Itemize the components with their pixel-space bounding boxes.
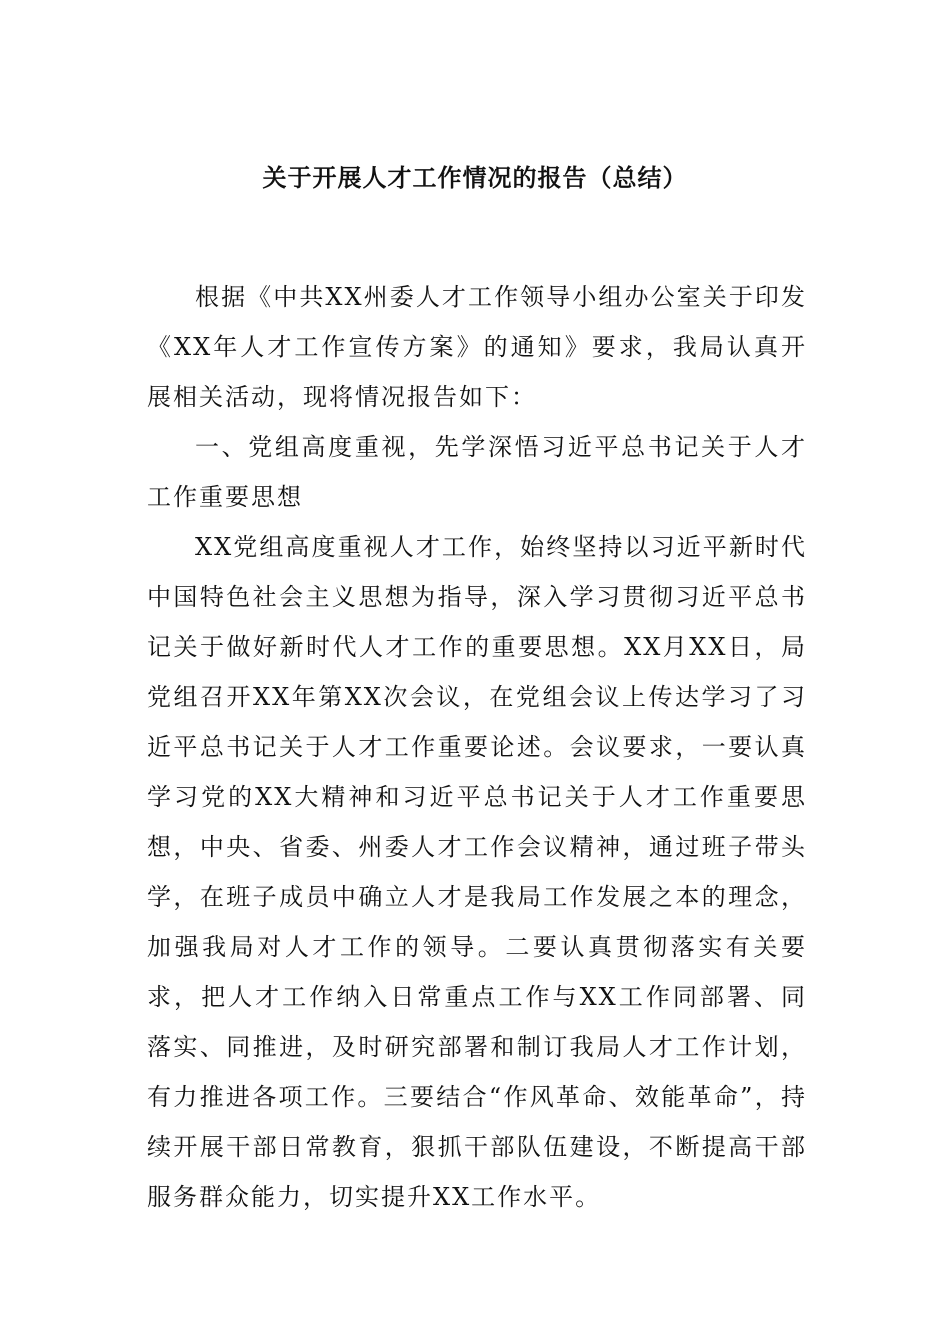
section-paragraph-1: XX党组高度重视人才工作，始终坚持以习近平新时代中国特色社会主义思想为指导，深入学习贯彻习近平总书记关于做好新时代人才工作的重要思想。XX月XX日，局党组召开XX年第XX次会议，在党组会议上传达学习了习近平总书记关于人才工作重要论述。会议要求，一要认真学习党的XX大精神和习近平总书记关于人才工作重要思想，中央、省委、州委人才工作会议精神，通过班子带头学，在班子成员中确立人才是我局工作发展之本的理念，加强我局对人才工作的领导。二要认真贯彻落实有关要求，把人才工作纳入日常重点工作与XX工作同部署、同落实、同推进，及时研究部署和制订我局人才工作计划，有力推进各项工作。三要结合“作风革命、效能革命”，持续开展干部日常教育，狠抓干部队伍建设，不断提高干部服务群众能力，切实提升XX工作水平。 [147,533,807,1211]
document-body [147,272,807,1222]
document-title: 关于开展人才工作情况的报告（总结） [262,163,688,192]
intro-paragraph: 根据《中共XX州委人才工作领导小组办公室关于印发《XX年人才工作宣传方案》的通知》要求，我局认真开展相关活动，现将情况报告如下： [147,283,807,411]
section-heading-1: 一、党组高度重视，先学深悟习近平总书记关于人才工作重要思想 [147,433,807,511]
